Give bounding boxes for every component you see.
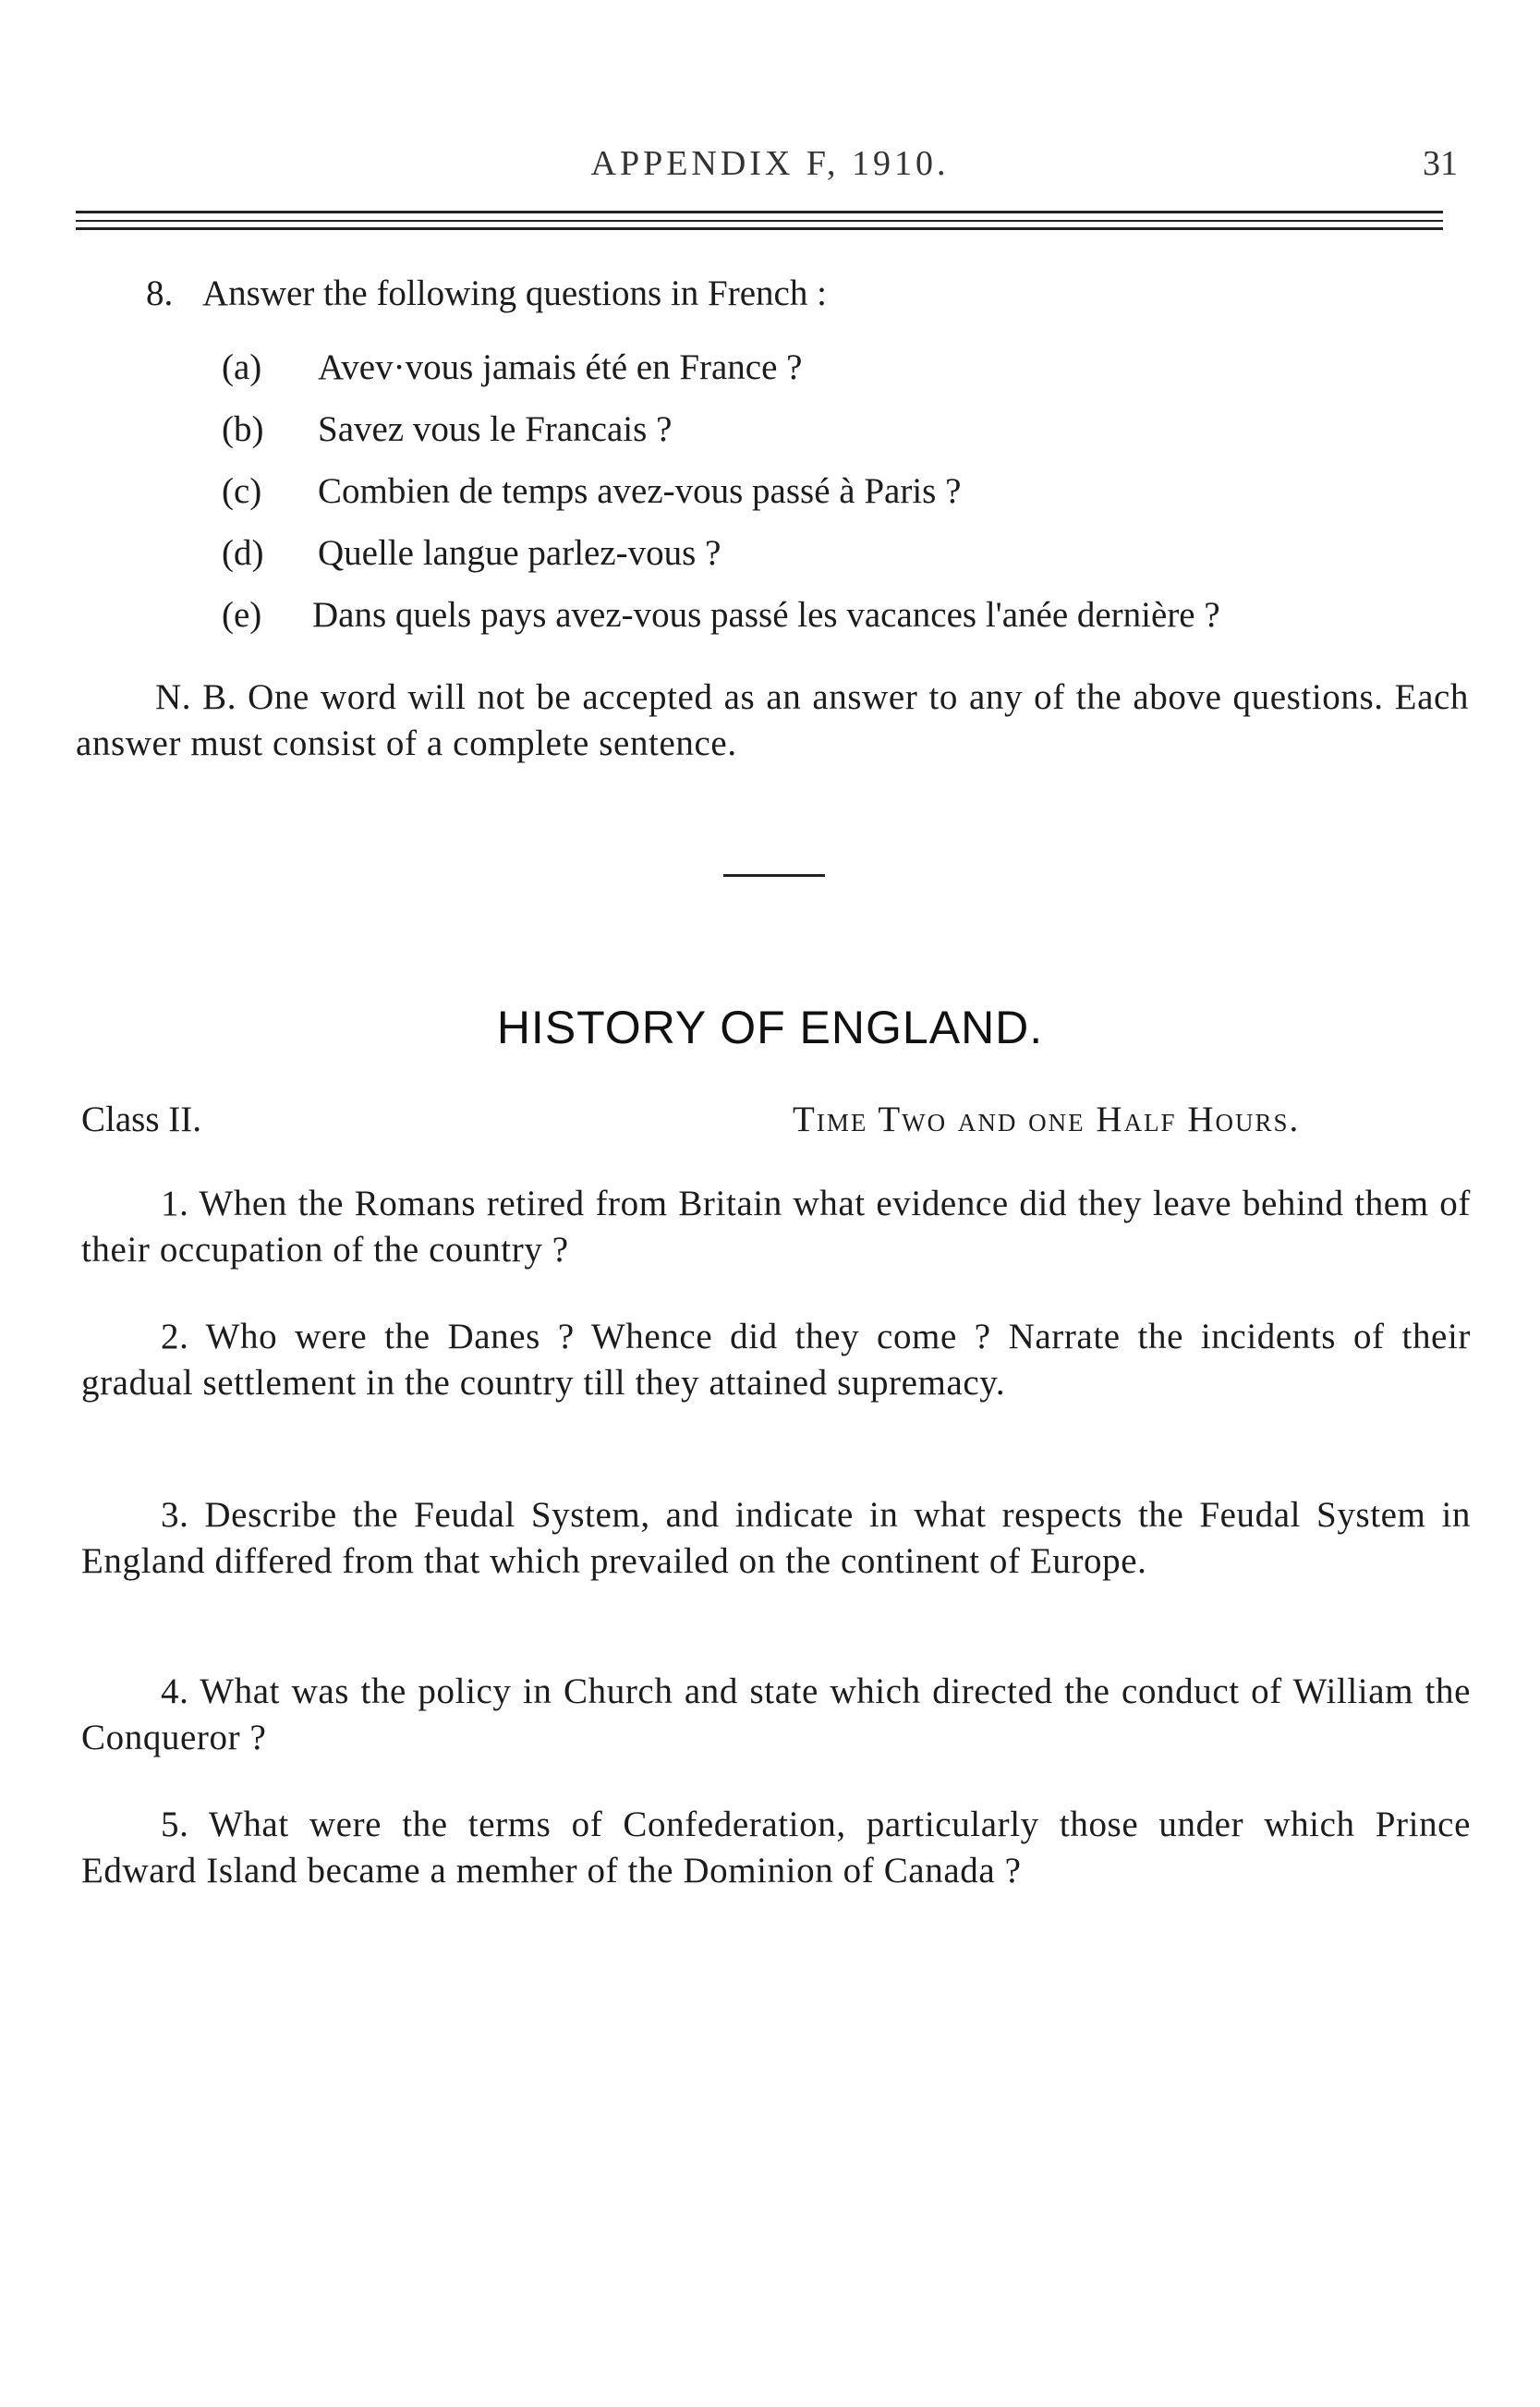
question-number: 2. [161, 1317, 189, 1356]
header-rule-middle [76, 220, 1443, 222]
french-item [222, 411, 672, 447]
french-question [146, 275, 827, 311]
section-title: HISTORY OF ENGLAND. [496, 1002, 1044, 1053]
history-question [81, 1802, 1471, 1894]
item-text: Avev·vous jamais été en France ? [318, 347, 803, 387]
question-text: When the Romans retired from Britain what evidence did they leave behind them of their occupation of the country ? [81, 1184, 1471, 1270]
item-text: Combien de temps avez-vous passé à Paris ? [318, 471, 962, 511]
header-rule-top [76, 211, 1443, 213]
running-title: APPENDIX F, 1910. [590, 144, 950, 183]
class-label: Class II. [81, 1100, 201, 1139]
history-question [81, 1181, 1471, 1273]
item-text: Savez vous le Francais ? [318, 409, 673, 449]
time-allowed: Time Two and one Half Hours. [793, 1100, 1301, 1139]
history-question [81, 1492, 1471, 1585]
question-text: Describe the Feudal System, and indicate in what respects the Feudal System in England differed from that which prevailed on the continent of Europe. [81, 1495, 1471, 1581]
french-item [222, 473, 961, 509]
item-label: (e) [222, 595, 262, 635]
page-number: 31 [1423, 144, 1458, 183]
section-separator [723, 874, 825, 877]
question-number: 4. [161, 1672, 189, 1711]
question-text: What was the policy in Church and state which directed the conduct of William the Conqueror ? [81, 1672, 1471, 1757]
item-text: Dans quels pays avez-vous passé les vacances l'anée dernière ? [312, 595, 1220, 635]
item-label: (c) [222, 471, 262, 511]
item-label: (a) [222, 347, 262, 387]
question-text: What were the terms of Confederation, particularly those under which Prince Edward Island became a memher of the Dominion of Canada ? [81, 1805, 1471, 1890]
header-rule-bottom [76, 227, 1443, 230]
item-label: (b) [222, 409, 264, 449]
question-number: 5. [161, 1805, 189, 1844]
history-question [81, 1669, 1471, 1761]
question-number: 1. [161, 1184, 189, 1223]
item-text: Quelle langue parlez-vous ? [318, 533, 721, 573]
nb-note: N. B. One word will not be accepted as an answer to any of the above questions. Each answer must consist of a complete sentence. [76, 677, 1469, 763]
question-number: 3. [161, 1495, 189, 1535]
question-text: Who were the Danes ? Whence did they come ? Narrate the incidents of their gradual settlement in the country till they attained supremacy. [81, 1317, 1471, 1403]
french-item [222, 535, 721, 571]
question-text: Answer the following questions in French : [202, 274, 827, 313]
question-number: 8. [146, 274, 174, 313]
french-item [222, 349, 802, 385]
item-label: (d) [222, 533, 264, 573]
french-item [222, 597, 1220, 633]
history-question [81, 1314, 1471, 1406]
